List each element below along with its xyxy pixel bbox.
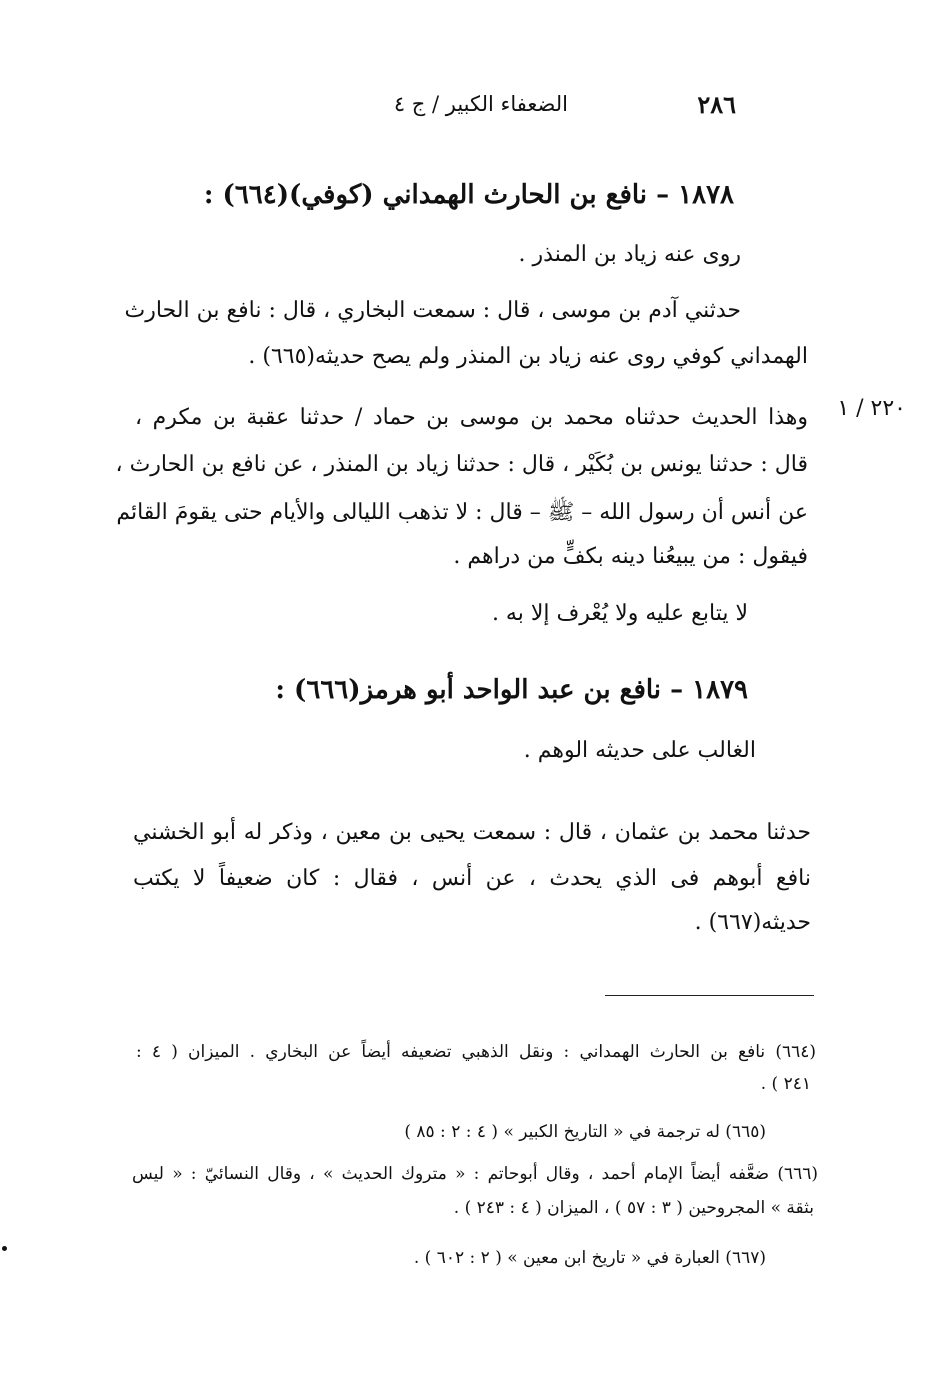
entry-text-line: وهذا الحديث حدثناه محمد بن موسى بن حماد / حدثنا عقبة بن مكرم ، [135, 405, 808, 430]
print-speck [2, 1246, 7, 1251]
footnote-separator [605, 995, 814, 996]
entry-heading-1879: ١٨٧٩ – نافع بن عبد الواحد أبو هرمز(٦٦٦) : [275, 675, 748, 705]
entry-text-line: لا يتابع عليه ولا يُعْرف إلا به . [491, 601, 748, 626]
entry-text-line: فيقول : من يبيعُنا دينه بكفٍّ من دراهم . [453, 544, 808, 569]
margin-reference: ٢٢٠ / ١ [837, 396, 906, 421]
entry-text-line: الهمداني كوفي روى عنه زياد بن المنذر ولم يصح حديثه(٦٦٥) . [248, 344, 808, 369]
entry-text-line: نافع أبوهم فى الذي يحدث ، عن أنس ، فقال : كان ضعيفاً لا يكتب [133, 866, 811, 891]
entry-heading-1878: ١٨٧٨ – نافع بن الحارث الهمداني (كوفي)(٦٦٤) : [203, 180, 734, 210]
entry-text-line: عن أنس أن رسول الله – ﷺ – قال : لا تذهب الليالى والأيام حتى يقومَ القائم [116, 500, 808, 525]
running-header-title: الضعفاء الكبير / ج ٤ [393, 92, 568, 116]
entry-text-line: حدثني آدم بن موسى ، قال : سمعت البخاري ، قال : نافع بن الحارث [124, 298, 741, 323]
footnote-line: بثقة » المجروحين ( ٣ : ٥٧ ) ، الميزان ( ٤ : ٢٤٣ ) . [453, 1198, 814, 1218]
entry-text-line: حديثه(٦٦٧) . [694, 910, 811, 935]
footnote-line: ٢٤١ ) . [760, 1074, 811, 1094]
page-number: ٢٨٦ [697, 90, 736, 119]
entry-text-line: قال : حدثنا يونس بن بُكَيْر ، قال : حدثنا زياد بن المنذر ، عن نافع بن الحارث ، [115, 452, 808, 477]
footnote-line: (٦٦٦) ضعَّفه أيضاً الإمام أحمد ، وقال أبوحاتم : « متروك الحديث » ، وقال النسائيّ : « ليس [132, 1164, 818, 1184]
entry-text-line: حدثنا محمد بن عثمان ، قال : سمعت يحيى بن معين ، وذكر له أبو الخشني [133, 820, 811, 845]
entry-text-line: الغالب على حديثه الوهم . [523, 738, 756, 763]
footnote-line: (٦٦٧) العبارة في « تاريخ ابن معين » ( ٢ : ٦٠٢ ) . [413, 1248, 766, 1268]
entry-text-line: روى عنه زياد بن المنذر . [518, 242, 741, 267]
footnote-line: (٦٦٤) نافع بن الحارث الهمداني : ونقل الذهبي تضعيفه أيضاً عن البخاري . الميزان ( ٤ : [136, 1042, 816, 1062]
footnote-line: (٦٦٥) له ترجمة في « التاريخ الكبير » ( ٤ : ٢ : ٨٥ ) [404, 1122, 766, 1142]
